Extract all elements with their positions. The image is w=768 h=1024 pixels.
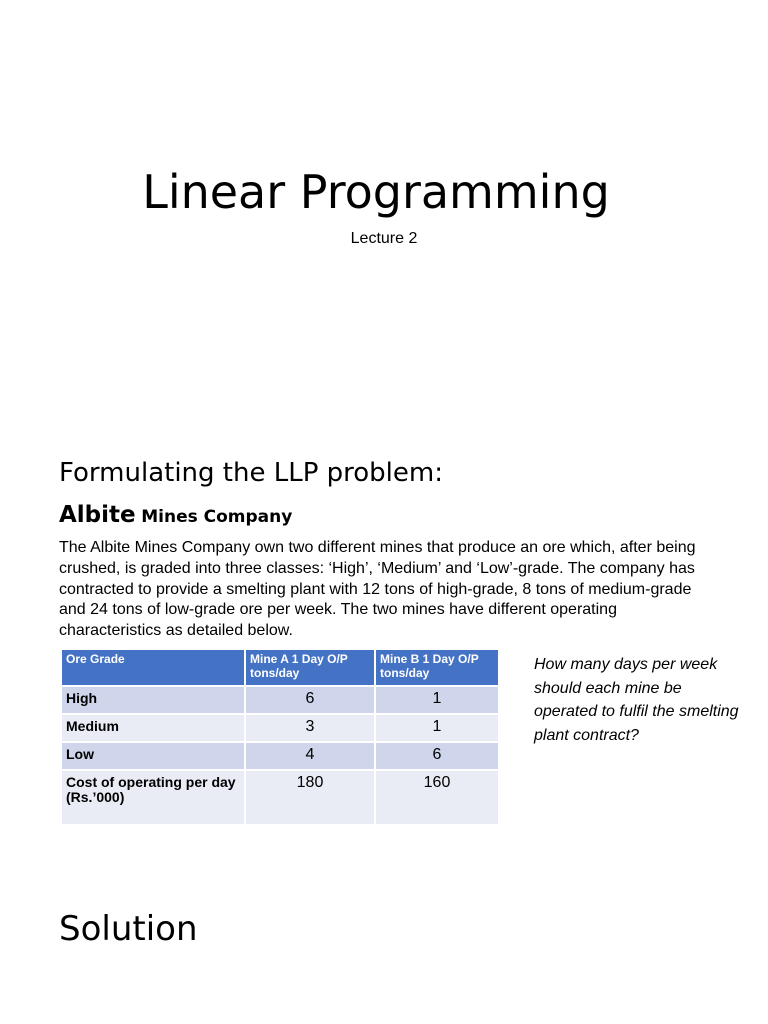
table-row	[61, 742, 499, 770]
question-text: How many days per week should each mine be operated to fulfil the smelting plant contract?	[534, 656, 739, 744]
table-header-mine-b: Mine B 1 Day O/P tons/day	[375, 649, 499, 686]
section-heading: Formulating the LLP problem:	[59, 458, 443, 488]
mine-a-value: 6	[245, 686, 375, 714]
mine-b-value: 1	[375, 686, 499, 714]
row-label: High	[61, 686, 245, 714]
solution-heading: Solution	[59, 909, 198, 949]
slide-title: Linear Programming	[142, 165, 610, 219]
ore-table	[60, 648, 500, 826]
mine-b-value: 160	[375, 770, 499, 825]
mine-b-value: 1	[375, 714, 499, 742]
mine-a-value: 180	[245, 770, 375, 825]
company-heading	[59, 500, 292, 532]
mine-b-value: 6	[375, 742, 499, 770]
table-header-row	[61, 649, 499, 686]
table-row	[61, 686, 499, 714]
company-name-rest: Mines Company	[141, 507, 293, 527]
problem-paragraph: The Albite Mines Company own two different mines that produce an ore which, after being crushed, is graded into three classes: ‘High’, ‘Medium’ and ‘Low’-grade. The company has contracted to provide a smelting plant with 12 tons of high-grade, 8 tons of medium-grade and 24 tons of low-grade ore per week. The two mines have different operating characteristics as detailed below.	[59, 539, 696, 640]
table-header-mine-a: Mine A 1 Day O/P tons/day	[245, 649, 375, 686]
table-row	[61, 770, 499, 825]
table-row	[61, 714, 499, 742]
row-label: Cost of operating per day (Rs.’000)	[61, 770, 245, 825]
table-header-ore-grade: Ore Grade	[61, 649, 245, 686]
company-name-large: Albite	[59, 502, 136, 528]
mine-a-value: 4	[245, 742, 375, 770]
mine-a-value: 3	[245, 714, 375, 742]
slide-subtitle: Lecture 2	[350, 230, 418, 247]
row-label: Medium	[61, 714, 245, 742]
row-label: Low	[61, 742, 245, 770]
